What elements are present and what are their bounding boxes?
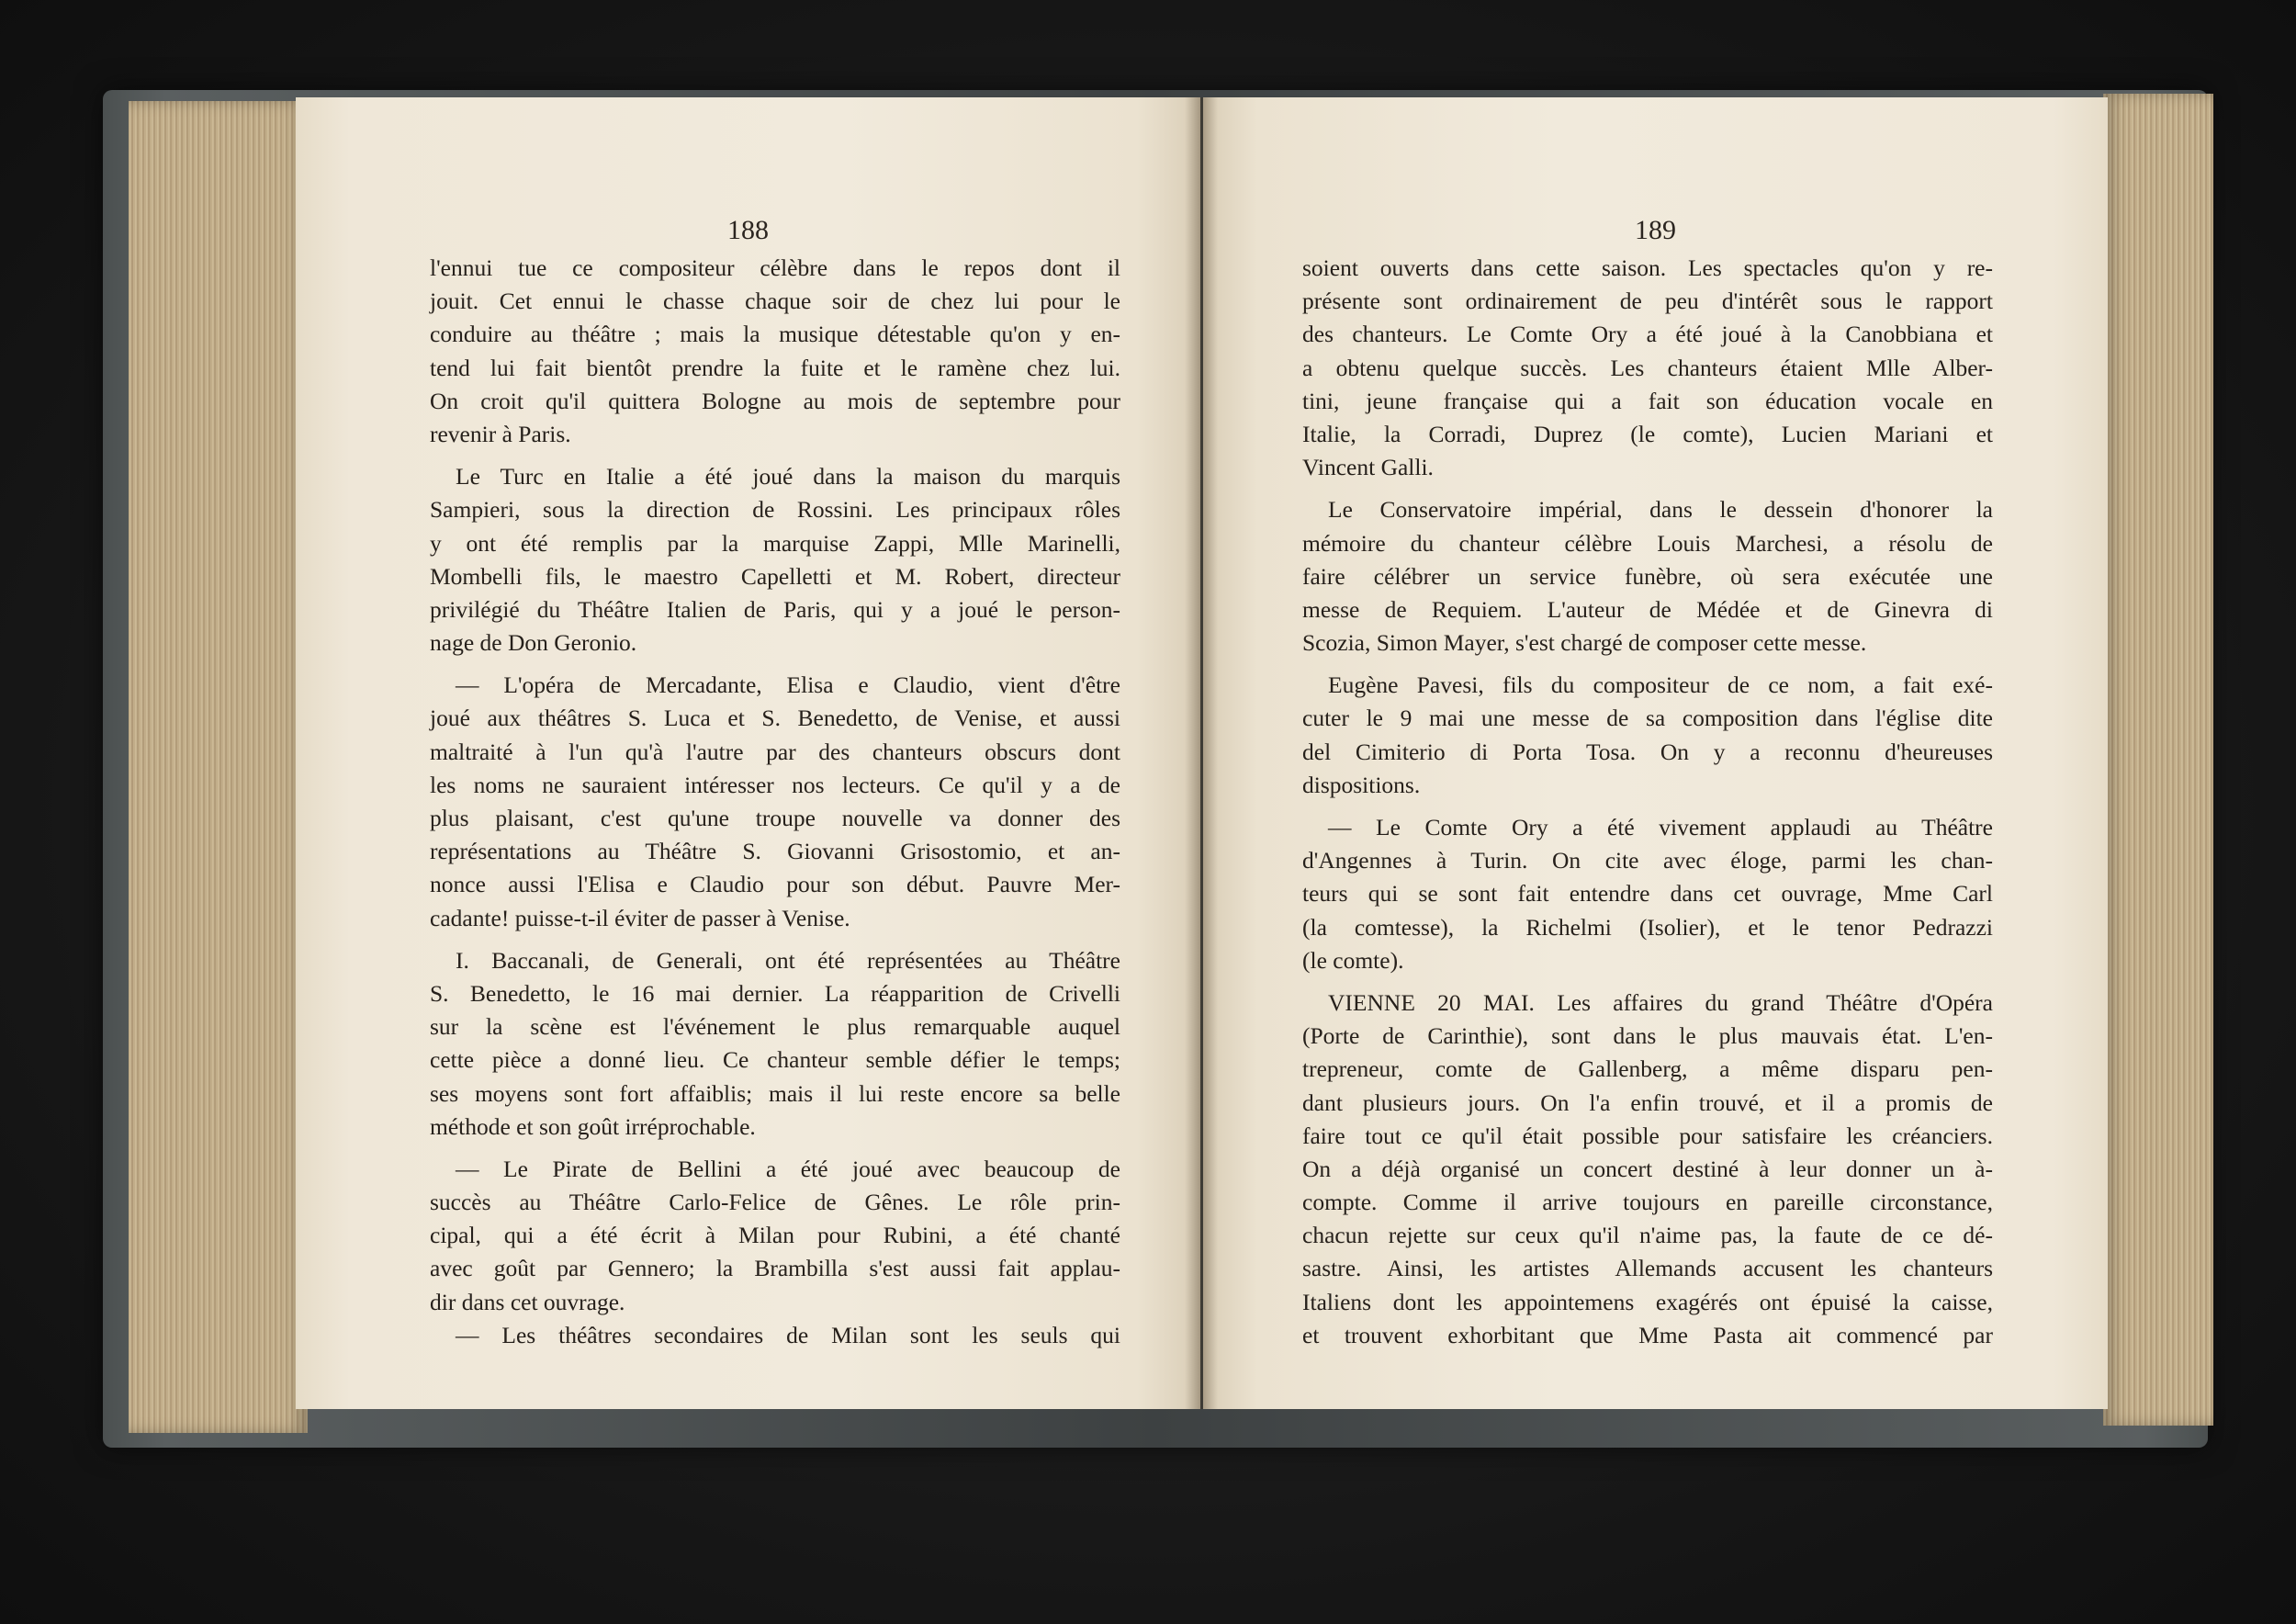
- book-gutter: [1185, 97, 1218, 1409]
- text-line: Scozia, Simon Mayer, s'est chargé de composer cette messe.: [1302, 629, 1867, 657]
- text-line: (le comte).: [1302, 946, 1404, 974]
- text-line: messe de Requiem. L'auteur de Médée et de Ginevra di: [1302, 595, 1993, 623]
- text-line: les noms ne sauraient intéresser nos lecteurs. Ce qu'il y a de: [430, 771, 1120, 798]
- text-line: présente sont ordinairement de peu d'intérêt sous le rapport: [1302, 288, 1993, 315]
- page-edges-left: [129, 101, 308, 1433]
- text-line: méthode et son goût irréprochable.: [430, 1112, 756, 1140]
- text-line: soient ouverts dans cette saison. Les spectacles qu'on y re-: [1302, 254, 1993, 281]
- text-line: cadante! puisse-t-il éviter de passer à Venise.: [430, 904, 850, 931]
- text-line: teurs qui se sont fait entendre dans cet ouvrage, Mme Carl: [1302, 880, 1993, 908]
- text-line: sur la scène est l'événement le plus remarquable auquel: [430, 1013, 1120, 1041]
- right-page: [1203, 97, 2108, 1409]
- text-line: Eugène Pavesi, fils du compositeur de ce nom, a fait exé-: [1328, 671, 1993, 699]
- text-line: et trouvent exhorbitant que Mme Pasta ait commencé par: [1302, 1321, 1993, 1348]
- text-line: faire tout ce qu'il était possible pour satisfaire les créanciers.: [1302, 1122, 1993, 1149]
- text-line: del Cimiterio di Porta Tosa. On y a reconnu d'heureuses: [1302, 738, 1993, 765]
- text-line: dant plusieurs jours. On l'a enfin trouvé, et il a promis de: [1302, 1088, 1993, 1116]
- text-line: tend lui fait bientôt prendre la fuite et le ramène chez lui.: [430, 354, 1120, 381]
- text-line: — Le Comte Ory a été vivement applaudi au Théâtre: [1328, 814, 1993, 840]
- text-line: Italiens dont les appointemens exagérés ont épuisé la caisse,: [1302, 1288, 1993, 1315]
- text-line: des chanteurs. Le Comte Ory a été joué à la Canobbiana et: [1302, 321, 1993, 348]
- text-line: (Porte de Carinthie), sont dans le plus mauvais état. L'en-: [1302, 1022, 1993, 1050]
- text-line: Mombelli fils, le maestro Capelletti et M. Robert, directeur: [430, 562, 1120, 590]
- text-line: Le Turc en Italie a été joué dans la maison du marquis: [456, 463, 1120, 491]
- page-number: 188: [727, 215, 769, 245]
- text-line: revenir à Paris.: [430, 420, 571, 447]
- text-line: cuter le 9 mai une messe de sa composition dans l'église dite: [1302, 705, 1993, 732]
- text-line: tini, jeune française qui a fait son éducation vocale en: [1302, 387, 1993, 414]
- text-line: S. Benedetto, le 16 mai dernier. La réapparition de Crivelli: [430, 979, 1120, 1007]
- text-line: sastre. Ainsi, les artistes Allemands accusent les chanteurs: [1302, 1255, 1993, 1282]
- text-line: VIENNE 20 MAI. Les affaires du grand Théâtre d'Opéra: [1328, 988, 1993, 1016]
- text-line: y ont été remplis par la marquise Zappi, Mlle Marinelli,: [430, 529, 1120, 557]
- text-line: Italie, la Corradi, Duprez (le comte), Lucien Mariani et: [1302, 420, 1993, 447]
- page-text: [1302, 252, 1993, 1352]
- text-line: — L'opéra de Mercadante, Elisa e Claudio, vient d'être: [456, 671, 1120, 699]
- text-line: jouit. Cet ennui le chasse chaque soir de chez lui pour le: [430, 288, 1120, 315]
- text-line: Le Conservatoire impérial, dans le dessein d'honorer la: [1328, 496, 1993, 524]
- text-line: l'ennui tue ce compositeur célèbre dans le repos dont il: [430, 254, 1120, 281]
- text-line: avec goût par Gennero; la Brambilla s'est aussi fait applau-: [430, 1255, 1120, 1282]
- text-line: maltraité à l'un qu'à l'autre par des chanteurs obscurs dont: [430, 738, 1120, 765]
- text-line: succès au Théâtre Carlo-Felice de Gênes. Le rôle prin-: [430, 1189, 1120, 1216]
- text-line: plus plaisant, c'est qu'une troupe nouvelle va donner des: [430, 805, 1120, 831]
- text-line: cette pièce a donné lieu. Ce chanteur semble défier le temps;: [430, 1046, 1120, 1074]
- text-line: joué aux théâtres S. Luca et S. Benedetto, de Venise, et aussi: [430, 705, 1120, 732]
- text-line: conduire au théâtre ; mais la musique détestable qu'on y en-: [430, 321, 1120, 348]
- text-line: Vincent Galli.: [1302, 454, 1434, 481]
- text-line: On a déjà organisé un concert destiné à leur donner un à-: [1302, 1155, 1993, 1182]
- page-edges-right: [2103, 94, 2213, 1426]
- left-page: [296, 97, 1200, 1409]
- text-line: — Les théâtres secondaires de Milan sont les seuls qui: [456, 1321, 1120, 1348]
- text-line: compte. Comme il arrive toujours en pareille circonstance,: [1302, 1189, 1993, 1216]
- text-line: cipal, qui a été écrit à Milan pour Rubini, a été chanté: [430, 1222, 1120, 1249]
- text-line: (la comtesse), la Richelmi (Isolier), et le tenor Pedrazzi: [1302, 913, 1993, 941]
- text-line: nage de Don Geronio.: [430, 629, 637, 657]
- text-line: privilégié du Théâtre Italien de Paris, qui y a joué le person-: [430, 595, 1120, 623]
- text-line: I. Baccanali, de Generali, ont été représentées au Théâtre: [456, 946, 1120, 974]
- text-line: dispositions.: [1302, 771, 1421, 798]
- text-line: nonce aussi l'Elisa e Claudio pour son début. Pauvre Mer-: [430, 871, 1120, 898]
- text-line: faire célébrer un service funèbre, où sera exécutée une: [1302, 562, 1993, 590]
- page-number: 189: [1635, 215, 1676, 245]
- text-line: d'Angennes à Turin. On cite avec éloge, parmi les chan-: [1302, 847, 1993, 874]
- text-line: représentations au Théâtre S. Giovanni Grisostomio, et an-: [430, 838, 1120, 865]
- text-line: Sampieri, sous la direction de Rossini. Les principaux rôles: [430, 496, 1120, 524]
- text-line: — Le Pirate de Bellini a été joué avec beaucoup de: [456, 1155, 1120, 1182]
- text-line: ses moyens sont fort affaiblis; mais il lui reste encore sa belle: [430, 1079, 1120, 1107]
- text-line: trepreneur, comte de Gallenberg, a même disparu pen-: [1302, 1055, 1993, 1083]
- page-text: [430, 252, 1120, 1352]
- text-line: a obtenu quelque succès. Les chanteurs étaient Mlle Alber-: [1302, 354, 1993, 381]
- text-line: On croit qu'il quittera Bologne au mois de septembre pour: [430, 387, 1120, 414]
- text-line: dir dans cet ouvrage.: [430, 1288, 625, 1315]
- text-line: mémoire du chanteur célèbre Louis Marchesi, a résolu de: [1302, 529, 1993, 557]
- text-line: chacun rejette sur ceux qu'il n'aime pas, la faute de ce dé-: [1302, 1222, 1993, 1249]
